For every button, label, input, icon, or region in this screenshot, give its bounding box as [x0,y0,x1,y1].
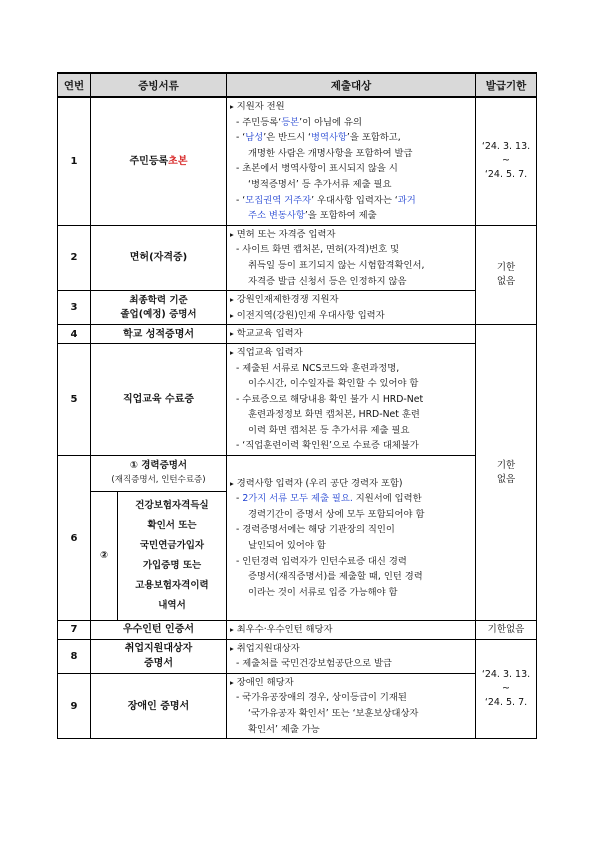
table-row [58,325,537,344]
table-row [58,343,537,455]
doc-name: 학교 성적증명서 [91,325,227,344]
table-row [58,97,537,225]
target-cell: ▸ 학교교육 입력자 [227,325,476,344]
row-number: 6 [58,456,91,621]
row-number: 2 [58,225,91,290]
table-row [58,621,537,640]
table-row [58,673,537,738]
target-cell: ▸ 경력사항 입력자 (우리 공단 경력자 포함) - 2가지 서류 모두 제출 필요. 지원서에 입력한 경력기간이 증명서 상에 모두 포함되어야 함 - 경력증명서에는 해당 기관장의 직인이 날인되어 있어야 함 - 인턴경력 입력자가 인턴수료증 대신 경력 증명서(재직증명서)를 제출할 때, 인턴 경력 이라는 것이 서류로 입증 가능해야 함 [227,456,476,621]
header-no: 연번 [58,73,91,97]
header-deadline: 발급기한 [476,73,537,97]
row-number: 4 [58,325,91,344]
doc-name: 면허(자격증) [91,225,227,290]
highlight-text: 초본 [168,155,188,167]
deadline-cell: 기한없음 [476,621,537,640]
deadline-cell: ‘24. 3. 13. ~ ‘24. 5. 7. [476,639,537,739]
row-number: 1 [58,97,91,225]
target-cell: ▸ 장애인 해당자 - 국가유공장애의 경우, 상이등급이 기재된 ‘국가유공자 확인서’ 또는 ‘보훈보상대상자 확인서’ 제출 가능 [227,673,476,738]
doc-name: 장애인 증명서 [91,673,227,738]
row-number: 3 [58,291,91,325]
doc-name: 최종학력 기준 졸업(예정) 증명서 [91,291,227,325]
header-target: 제출대상 [227,73,476,97]
doc-name: 주민등록초본 [91,97,227,225]
target-cell: ▸ 취업지원대상자 - 제출처를 국민건강보험공단으로 발급 [227,639,476,673]
target-cell: ▸ 강원인재제한경쟁 지원자 ▸ 이전지역(강원)인재 우대사항 입력자 [227,291,476,325]
doc-name: ① 경력증명서 (재직증명서, 인턴수료증) ② 건강보험자격득실 확인서 또는 국민연금가입자 가입증명 또는 고용보험자격이력 내역서 [91,456,227,621]
document-table [57,72,537,739]
table-row [58,456,537,621]
table-header-row [58,73,537,97]
doc-name: 취업지원대상자 증명서 [91,639,227,673]
deadline-cell: ‘24. 3. 13. ~ ‘24. 5. 7. [476,97,537,225]
doc-name: 우수인턴 인증서 [91,621,227,640]
row-number: 7 [58,621,91,640]
row-number: 5 [58,343,91,455]
target-cell: ▸ 최우수·우수인턴 해당자 [227,621,476,640]
table-row [58,225,537,290]
deadline-cell: 기한 없음 [476,325,537,621]
row-number: 8 [58,639,91,673]
target-cell: ▸ 면허 또는 자격증 입력자 - 사이트 화면 캡처본, 면허(자격)번호 및 취득일 등이 표기되지 않는 시험합격확인서, 자격증 발급 신청서 등은 인정하지 않음 [227,225,476,290]
table-row [58,291,537,325]
target-cell: ▸ 지원자 전원 - 주민등록‘등본’이 아님에 유의 - ‘남성’은 반드시 ‘병역사항’을 포함하고, 개명한 사람은 개명사항을 포함하여 발급 - 초본에서 병역사항이 표시되지 않을 시 ‘병적증명서’ 등 추가서류 제출 필요 - ‘모집권역 거주자’ 우대사항 입력자는 ‘과거 주소 변동사항’을 포함하여 제출 [227,97,476,225]
doc-name: 직업교육 수료증 [91,343,227,455]
target-cell: ▸ 직업교육 입력자 - 제출된 서류로 NCS코드와 훈련과정명, 이수시간, 이수일자를 확인할 수 있어야 함 - 수료증으로 해당내용 확인 불가 시 HRD-Net 훈련과정정보 화면 캡처본, HRD-Net 훈련 이력 화면 캡처본 등 추가서류 제출 필요 - ‘직업훈련이력 확인원’으로 수료증 대체불가 [227,343,476,455]
deadline-cell: 기한 없음 [476,225,537,325]
header-doc: 증빙서류 [91,73,227,97]
row-number: 9 [58,673,91,738]
table-row [58,639,537,673]
